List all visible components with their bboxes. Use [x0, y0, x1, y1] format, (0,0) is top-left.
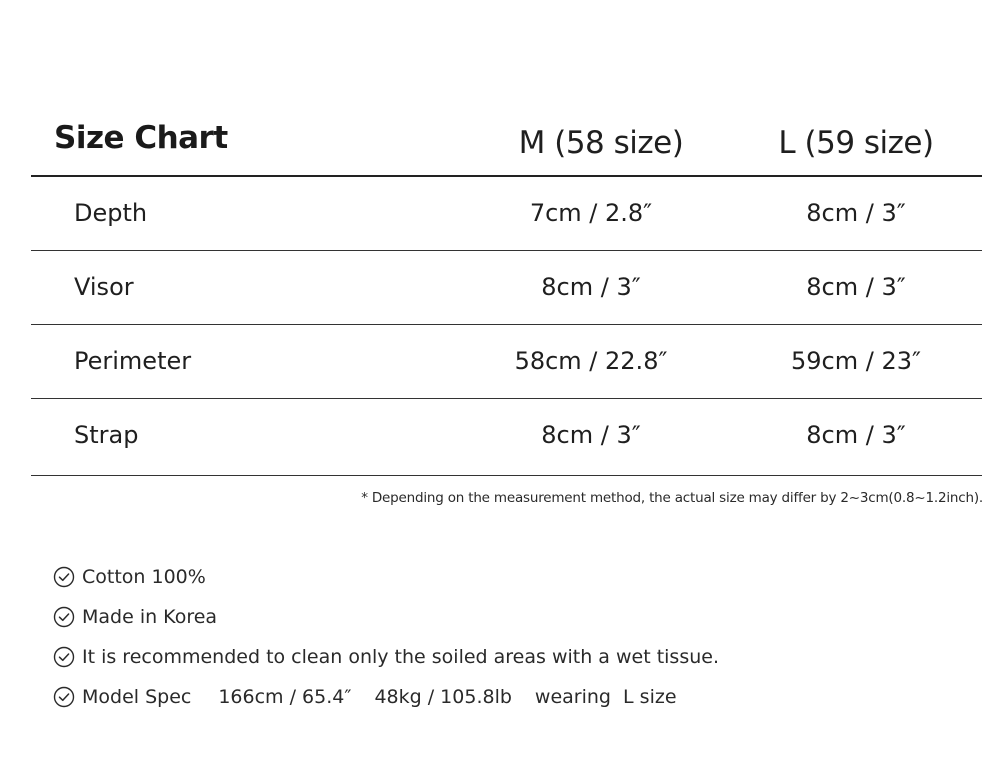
feature-text: Cotton 100% [82, 566, 206, 588]
cell-l: 59cm / 23″ [791, 347, 921, 375]
feature-item-model-spec [53, 677, 719, 717]
check-circle-icon [53, 646, 75, 668]
product-features-list [53, 557, 719, 717]
table-row-visor [31, 251, 982, 325]
measurement-note: * Depending on the measurement method, the actual size may differ by 2~3cm(0.8~1.2inch). [361, 490, 983, 506]
model-spec-height: 166cm / 65.4″ [218, 686, 352, 708]
column-header-l: L (59 size) [778, 125, 934, 161]
table-row-depth [31, 177, 982, 251]
cell-m: 8cm / 3″ [541, 421, 641, 449]
model-spec-weight: 48kg / 105.8lb [374, 686, 512, 708]
cell-m: 8cm / 3″ [541, 273, 641, 301]
cell-l: 8cm / 3″ [806, 273, 906, 301]
size-chart-title: Size Chart [54, 120, 228, 156]
model-spec-wearing: wearing L size [534, 686, 677, 708]
size-chart-table [31, 112, 982, 476]
column-header-m: M (58 size) [518, 125, 684, 161]
table-row-strap [31, 399, 982, 476]
feature-item-origin [53, 597, 719, 637]
check-circle-icon [53, 606, 75, 628]
row-label: Perimeter [74, 347, 192, 375]
row-label: Visor [74, 273, 134, 301]
row-label: Strap [74, 421, 139, 449]
table-row-perimeter [31, 325, 982, 399]
feature-item-material [53, 557, 719, 597]
check-circle-icon [53, 686, 75, 708]
cell-m: 58cm / 22.8″ [514, 347, 668, 375]
feature-text: Made in Korea [82, 606, 218, 628]
model-spec-label: Model Spec [82, 686, 192, 708]
size-chart-header [31, 112, 982, 177]
row-label: Depth [74, 199, 148, 227]
cell-m: 7cm / 2.8″ [529, 199, 653, 227]
check-circle-icon [53, 566, 75, 588]
feature-text: It is recommended to clean only the soiled areas with a wet tissue. [82, 646, 719, 668]
feature-item-care [53, 637, 719, 677]
cell-l: 8cm / 3″ [806, 421, 906, 449]
cell-l: 8cm / 3″ [806, 199, 906, 227]
